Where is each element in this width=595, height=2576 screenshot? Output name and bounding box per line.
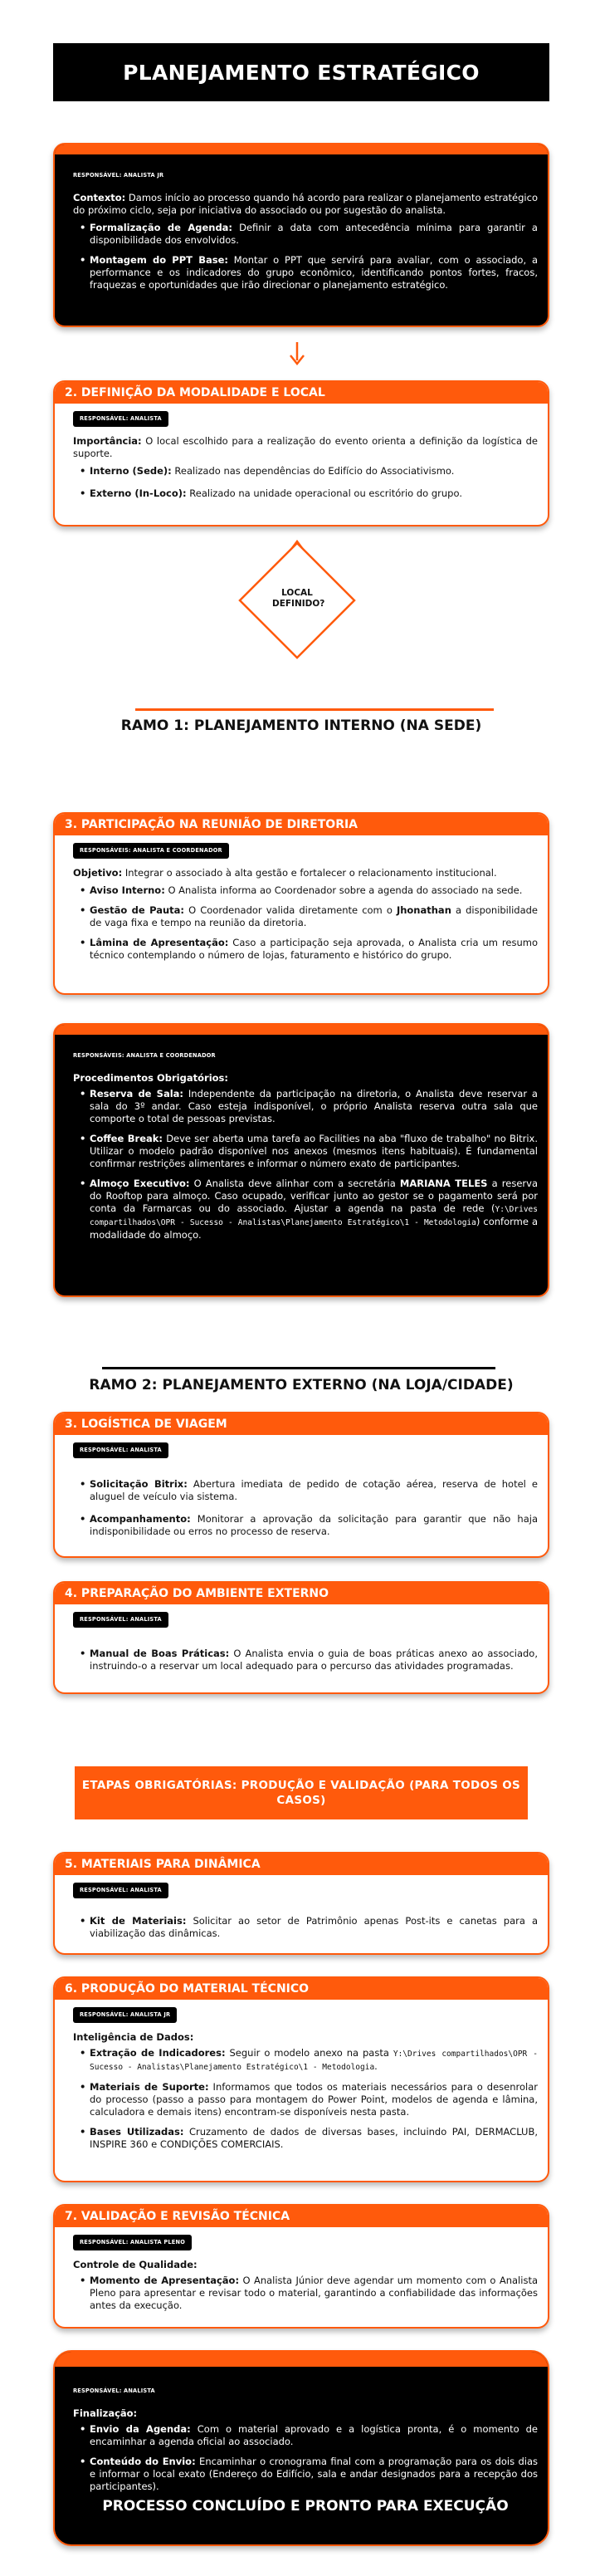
item-name: Jhonathan <box>396 904 451 916</box>
divider <box>102 1367 495 1369</box>
item-text: a reserva do Rooftop para almoço. Caso ocupado, verificar junto ao gestor se o pagamento será por conta da Farmarcas ou do associado. Ajustar a agenda na pasta de rede ( <box>90 1178 538 1214</box>
item-text: Solicitar ao setor de Patrimônio apenas Post-its e canetas para a viabilização das dinâmicas. <box>90 1915 538 1939</box>
list-item <box>80 1478 538 1503</box>
list-item <box>80 2423 538 2448</box>
item-text: Informamos que todos os materiais necessários para o desenrolar do processo (passo a passo para montagem do Power Point, modelos de agenda e lâmina, calculadora e demais itens) encontram-se disponíveis nesta pasta. <box>90 2081 538 2118</box>
step-2-importance <box>73 435 538 460</box>
travel-list <box>73 1478 538 1538</box>
card-top-strip <box>55 2352 548 2367</box>
item-text: O Coordenador valida diretamente com o <box>184 904 397 916</box>
responsible-badge: RESPONSÁVEL: ANALISTA JR <box>73 2007 177 2023</box>
item-text: Realizado nas dependências do Edifício do Associativismo. <box>171 465 455 477</box>
list-item <box>80 2275 538 2312</box>
item-label: Materiais de Suporte: <box>90 2081 209 2093</box>
responsible-badge: RESPONSÁVEIS: ANALISTA E COORDENADOR <box>73 1048 216 1064</box>
item-text: Abertura imediata de pedido de cotação aérea, reserva de hotel e aluguel de veículo via sistema. <box>90 1478 538 1502</box>
item-label: Solicitação Bitrix: <box>90 1478 188 1490</box>
list-item <box>80 1178 538 1241</box>
step-3-procedures-card <box>53 1023 549 1297</box>
item-text: Seguir o modelo anexo na pasta <box>225 2047 393 2059</box>
step-5-card <box>53 1852 549 1955</box>
item-label: Montagem do PPT Base: <box>90 254 228 266</box>
ramo-1-title: RAMO 1: PLANEJAMENTO INTERNO (NA SEDE) <box>120 717 482 734</box>
step-5-list <box>73 1915 538 1940</box>
importance-text: O local escolhido para a realização do evento orienta a definição da logística de suporte. <box>73 435 538 459</box>
item-text: O Analista Júnior deve agendar um momento com o Analista Pleno para apresentar e revisar todo o material, garantindo a confiabilidade das informações antes da execução. <box>90 2275 538 2311</box>
responsible-badge: RESPONSÁVEL: ANALISTA <box>73 1883 168 1898</box>
network-path: Y:\Drives compartilhados\OPR - Sucesso - Analistas\Planejamento Estratégico\1 - Metodologia <box>90 2050 538 2072</box>
network-path: Y:\Drives compartilhados\OPR - Sucesso - Analistas\Planejamento Estratégico\1 - Metodologia <box>90 1205 538 1227</box>
divider <box>135 708 494 711</box>
item-label: Momento de Apresentação: <box>90 2275 240 2286</box>
item-label: Bases Utilizadas: <box>90 2126 184 2138</box>
decision-label: LOCAL DEFINIDO? <box>272 588 325 609</box>
arrow-down-icon <box>287 342 307 367</box>
list-item <box>80 487 538 500</box>
step-1-card <box>53 143 549 327</box>
item-label: Reserva de Sala: <box>90 1088 184 1099</box>
context-label: Contexto: <box>73 192 126 203</box>
item-label: Gestão de Pauta: <box>90 904 185 916</box>
quality-control-heading: Controle de Qualidade: <box>73 2259 198 2270</box>
item-text: Montar o PPT que servirá para avaliar, com o associado, a performance e os indicadores do grupo econômico, identificando pontos fortes, fracos, fraquezas e oportunidades que irão direcionar o planejamento estratégico. <box>90 254 538 291</box>
item-label: Almoço Executivo: <box>90 1178 190 1189</box>
responsible-badge: RESPONSÁVEL: ANALISTA <box>73 1442 168 1458</box>
responsible-badge: RESPONSÁVEL: ANALISTA <box>73 411 168 427</box>
list-item <box>80 937 538 962</box>
item-label: Coffee Break: <box>90 1133 163 1144</box>
context-text: Damos início ao processo quando há acordo para realizar o planejamento estratégico do próximo ciclo, seja por iniciativa do associado ou por sugestão do analista. <box>73 192 538 216</box>
procedures-heading: Procedimentos Obrigatórios: <box>73 1072 228 1084</box>
step-6-header: 6. PRODUÇÃO DO MATERIAL TÉCNICO <box>55 1978 548 2000</box>
item-text: Deve ser aberta uma tarefa ao Facilities na aba "fluxo de trabalho" no Bitrix. Utilizar o modelo padrão disponível nos anexos (mesmos itens habituais). É fundamental confirmar restrições alimentares e informar o número exato de participantes. <box>90 1133 538 1169</box>
step-7-card <box>53 2204 549 2329</box>
list-item <box>80 1133 538 1170</box>
list-item <box>80 254 538 291</box>
importance-label: Importância: <box>73 435 142 447</box>
list-item <box>80 2047 538 2074</box>
step-2-card <box>53 380 549 526</box>
step-3-header: 3. PARTICIPAÇÃO NA REUNIÃO DE DIRETORIA <box>55 814 548 835</box>
item-label: Kit de Materiais: <box>90 1915 187 1927</box>
responsible-badge: RESPONSÁVEL: ANALISTA PLENO <box>73 2235 192 2250</box>
list-item <box>80 465 538 477</box>
list-item <box>80 2081 538 2118</box>
step-4-header: 4. PREPARAÇÃO DO AMBIENTE EXTERNO <box>55 1583 548 1604</box>
list-item <box>80 222 538 247</box>
item-text: ) conforme a modalidade do almoço. <box>90 1216 538 1241</box>
mandatory-stages-banner: ETAPAS OBRIGATÓRIAS: PRODUÇÃO E VALIDAÇÃO (PARA TODOS OS CASOS) <box>75 1766 528 1819</box>
item-text: Com o material aprovado e a logística pronta, é o momento de encaminhar a agenda oficial ao associado. <box>90 2423 539 2447</box>
step-3-objective <box>73 867 538 879</box>
item-label: Formalização de Agenda: <box>90 222 233 233</box>
data-intelligence-heading: Inteligência de Dados: <box>73 2031 194 2043</box>
objective-label: Objetivo: <box>73 867 123 879</box>
step-6-list <box>73 2047 538 2151</box>
item-label: Conteúdo do Envio: <box>90 2456 196 2467</box>
page-title: PLANEJAMENTO ESTRATÉGICO <box>53 43 549 101</box>
list-item <box>80 1513 538 1538</box>
step-4-card <box>53 1581 549 1694</box>
responsible-badge: RESPONSÁVEL: ANALISTA <box>73 2383 155 2399</box>
step-2-list <box>73 465 538 500</box>
item-text: . <box>374 2060 378 2072</box>
list-item <box>80 1088 538 1125</box>
item-label: Interno (Sede): <box>90 465 172 477</box>
list-item <box>80 2456 538 2493</box>
step-3-list <box>73 884 538 962</box>
finalization-heading: Finalização: <box>73 2407 138 2419</box>
step-7-header: 7. VALIDAÇÃO E REVISÃO TÉCNICA <box>55 2206 548 2227</box>
list-item <box>80 2126 538 2151</box>
item-text: Cruzamento de dados de diversas bases, incluindo PAI, DERMACLUB, INSPIRE 360 e CONDIÇÕES COMERCIAIS. <box>90 2126 538 2150</box>
step-4-list <box>73 1648 538 1672</box>
item-text: Realizado na unidade operacional ou escritório do grupo. <box>186 487 462 499</box>
item-text: a disponibilidade de vaga fixa e tempo na reunião da diretoria. <box>90 904 538 928</box>
item-label: Manual de Boas Práticas: <box>90 1648 230 1659</box>
card-top-strip <box>55 1025 548 1035</box>
item-text: Independente da participação na diretoria, o Analista deve reservar a sala do 3º andar. Caso esteja indisponível, o próprio Analista reserva outra sala que comporte o total de pessoas previstas. <box>90 1088 538 1124</box>
item-label: Lâmina de Apresentação: <box>90 937 229 948</box>
item-text: Definir a data com antecedência mínima para garantir a disponibilidade dos envolvidos. <box>90 222 538 246</box>
step-2-header: 2. DEFINIÇÃO DA MODALIDADE E LOCAL <box>55 382 548 404</box>
item-label: Extração de Indicadores: <box>90 2047 226 2059</box>
list-item <box>80 904 538 929</box>
step-3-travel-card <box>53 1412 549 1558</box>
item-text: Encaminhar o cronograma final com a programação para os dois dias e informar o local exato (Endereço do Edifício, sala e andar designados para a recepção dos participantes). <box>90 2456 538 2492</box>
item-text: O Analista informa ao Coordenador sobre a agenda do associado na sede. <box>164 884 523 896</box>
item-text: O Analista deve alinhar com a secretária <box>189 1178 400 1189</box>
item-text: Caso a participação seja aprovada, o Analista cria um resumo técnico contemplando o número de lojas, faturamento e histórico do grupo. <box>90 937 538 961</box>
step-5-header: 5. MATERIAIS PARA DINÂMICA <box>55 1854 548 1875</box>
item-label: Aviso Interno: <box>90 884 165 896</box>
list-item <box>80 884 538 897</box>
travel-header: 3. LOGÍSTICA DE VIAGEM <box>55 1413 548 1435</box>
step-1-context <box>73 192 538 217</box>
step-1-list <box>73 222 538 291</box>
list-item <box>80 1915 538 1940</box>
item-text: Monitorar a aprovação da solicitação para garantir que não haja indisponibilidade ou erros no processo de reserva. <box>90 1513 538 1537</box>
item-label: Externo (In-Loco): <box>90 487 187 499</box>
step-7-list <box>73 2275 538 2312</box>
item-text: O Analista envia o guia de boas práticas anexo ao associado, instruindo-o a reservar um local adequado para o percurso das atividades programadas. <box>90 1648 538 1672</box>
card-top-strip <box>55 144 548 154</box>
list-item <box>80 1648 538 1672</box>
responsible-badge: RESPONSÁVEL: ANALISTA JR <box>73 168 163 184</box>
final-step-list <box>73 2423 538 2493</box>
final-step-card <box>53 2350 549 2546</box>
ramo-2-title: RAMO 2: PLANEJAMENTO EXTERNO (NA LOJA/CIDADE) <box>89 1377 514 1393</box>
procedures-list <box>73 1088 538 1241</box>
process-complete-label: PROCESSO CONCLUÍDO E PRONTO PARA EXECUÇÃO <box>102 2498 509 2515</box>
item-label: Envio da Agenda: <box>90 2423 191 2435</box>
responsible-badge: RESPONSÁVEL: ANALISTA <box>73 1612 168 1628</box>
step-6-card <box>53 1976 549 2182</box>
objective-text: Integrar o associado à alta gestão e fortalecer o relacionamento institucional. <box>122 867 497 879</box>
item-label: Acompanhamento: <box>90 1513 191 1525</box>
step-3-card <box>53 812 549 995</box>
responsible-badge: RESPONSÁVEIS: ANALISTA E COORDENADOR <box>73 843 229 859</box>
item-name: MARIANA TELES <box>399 1178 488 1189</box>
